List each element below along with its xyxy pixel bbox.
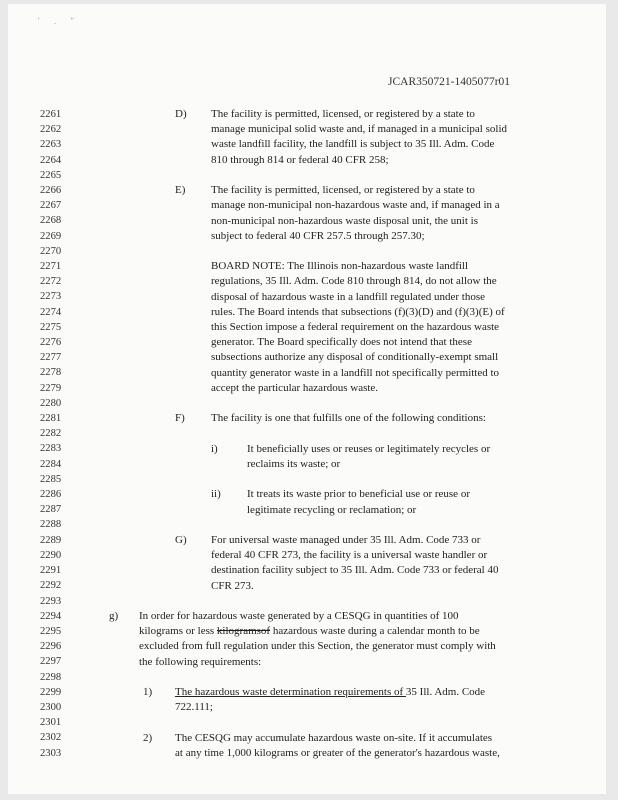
- line-number: 2299: [40, 686, 62, 698]
- item-f-ii-line: legitimate recycling or reclamation; or: [247, 503, 417, 516]
- item-g-line: [139, 624, 480, 639]
- item-f-line: The facility is one that fulfills one of the following conditions:: [211, 412, 486, 425]
- item-e-label: E): [175, 184, 186, 197]
- board-note-line: disposal of hazardous waste in a landfill regulated under those: [211, 290, 486, 303]
- line-number: 2298: [40, 671, 62, 683]
- item-e-line: manage non-municipal non-hazardous waste and, if managed in a: [211, 199, 500, 212]
- scan-marks: ' . ": [38, 16, 81, 26]
- item-d-line: waste landfill facility, the landfill is subject to 35 Ill. Adm. Code: [211, 138, 495, 151]
- line-number: 2297: [40, 656, 62, 668]
- item-d-line: manage municipal solid waste and, if managed in a municipal solid: [211, 123, 508, 136]
- item-e-line: subject to federal 40 CFR 257.5 through 257.30;: [211, 229, 425, 242]
- line-number: 2279: [40, 382, 62, 394]
- item-g-text: hazardous waste during a calendar month to be: [270, 625, 480, 638]
- line-number: 2268: [40, 215, 62, 227]
- item-e-line: non-municipal non-hazardous waste disposal unit, the unit is: [211, 214, 479, 227]
- line-number: 2264: [40, 154, 62, 166]
- line-number: 2277: [40, 352, 62, 364]
- item-g-upper-line: CFR 273.: [211, 579, 254, 592]
- line-number: 2272: [40, 276, 62, 288]
- line-number: 2285: [40, 473, 62, 485]
- line-number: 2292: [40, 580, 62, 592]
- line-number: 2278: [40, 367, 62, 379]
- line-number: 2265: [40, 169, 62, 181]
- item-f-label: F): [175, 412, 185, 425]
- board-note-line: quantity generator waste in a landfill not specifically permitted to: [211, 366, 500, 379]
- item-g-upper-label: G): [175, 533, 187, 546]
- line-number-column: [40, 107, 80, 761]
- line-number: 2266: [40, 185, 62, 197]
- item-g1-label: 1): [143, 686, 153, 698]
- item-f-i-line: It beneficially uses or reuses or legitimately recycles or: [247, 442, 491, 455]
- line-number: 2294: [40, 610, 62, 622]
- line-number: 2283: [40, 443, 62, 455]
- item-g1-line: [175, 685, 485, 700]
- line-number: 2271: [40, 261, 62, 273]
- item-g1-text: 35 Ill. Adm. Code: [405, 686, 486, 698]
- line-number: 2273: [40, 291, 62, 303]
- board-note-line: regulations, 35 Ill. Adm. Code 810 through 814, do not allow the: [211, 275, 497, 288]
- line-number: 2280: [40, 397, 62, 409]
- line-number: 2289: [40, 534, 62, 546]
- line-number: 2282: [40, 428, 62, 440]
- line-number: 2288: [40, 519, 62, 531]
- line-number: 2281: [40, 413, 62, 425]
- item-f-i-line: reclaims its waste; or: [247, 457, 341, 470]
- line-number: 2296: [40, 641, 62, 653]
- board-note-line: this Section impose a federal requirement on the hazardous waste: [211, 321, 500, 333]
- item-f-ii-line: It treats its waste prior to beneficial use or reuse or: [247, 488, 470, 501]
- line-number: 2284: [40, 458, 62, 470]
- item-g2-line: The CESQG may accumulate hazardous waste on-site. If it accumulates: [175, 731, 493, 744]
- line-number: 2269: [40, 230, 62, 242]
- item-d-line: The facility is permitted, licensed, or registered by a state to: [211, 108, 475, 120]
- line-number: 2303: [40, 747, 62, 759]
- line-number: 2293: [40, 595, 62, 607]
- item-e-line: The facility is permitted, licensed, or registered by a state to: [211, 184, 475, 197]
- item-g-upper-line: federal 40 CFR 273, the facility is a universal waste handler or: [211, 549, 488, 562]
- line-number: 2267: [40, 200, 62, 212]
- line-number: 2301: [40, 717, 62, 729]
- board-note-line: rules. The Board intends that subsections (f)(3)(D) and (f)(3)(E) of: [211, 305, 505, 318]
- deleted-text: kilogramsof: [216, 625, 271, 638]
- board-note-line: BOARD NOTE: The Illinois non-hazardous waste landfill: [211, 260, 469, 273]
- item-f-ii-label: ii): [211, 488, 221, 501]
- board-note-line: generator. The Board specifically does not intend that these: [211, 336, 472, 349]
- document-page: [8, 4, 606, 794]
- item-g-line: the following requirements:: [139, 655, 262, 668]
- line-number: 2262: [40, 124, 62, 136]
- line-number: 2300: [40, 701, 62, 713]
- line-number: 2270: [40, 245, 62, 257]
- line-number: 2275: [40, 321, 62, 333]
- item-g-label: g): [109, 609, 119, 622]
- board-note-line: subsections authorize any disposal of conditionally-exempt small: [211, 351, 499, 364]
- line-number: 2291: [40, 565, 62, 577]
- line-number: 2302: [40, 732, 62, 744]
- board-note-line: accept the particular hazardous waste.: [211, 381, 379, 394]
- item-g-upper-line: For universal waste managed under 35 Ill. Adm. Code 733 or: [211, 533, 481, 546]
- item-g1-line: 722.111;: [175, 701, 213, 714]
- inserted-text: The hazardous waste determination requirements of: [175, 686, 406, 698]
- line-number: 2263: [40, 139, 62, 151]
- document-id: JCAR350721-1405077r01: [388, 76, 511, 88]
- item-d-label: D): [175, 108, 187, 120]
- item-g-text: kilograms or less: [139, 625, 217, 638]
- item-g-line: excluded from full regulation under this Section, the generator must comply with: [139, 640, 496, 653]
- item-g-upper-line: destination facility subject to 35 Ill. Adm. Code 733 or federal 40: [211, 564, 499, 577]
- item-f-i-label: i): [211, 442, 218, 455]
- line-number: 2286: [40, 489, 62, 501]
- item-g2-label: 2): [143, 731, 153, 744]
- line-number: 2274: [40, 306, 62, 318]
- item-d-line: 810 through 814 or federal 40 CFR 258;: [211, 153, 389, 166]
- line-number: 2261: [40, 109, 62, 120]
- line-number: 2290: [40, 549, 62, 561]
- line-number: 2276: [40, 337, 62, 349]
- line-number: 2295: [40, 625, 62, 637]
- item-g-line: In order for hazardous waste generated by a CESQG in quantities of 100: [139, 609, 459, 622]
- line-number: 2287: [40, 504, 62, 516]
- item-g2-line: at any time 1,000 kilograms or greater of the generator's hazardous waste,: [175, 746, 500, 759]
